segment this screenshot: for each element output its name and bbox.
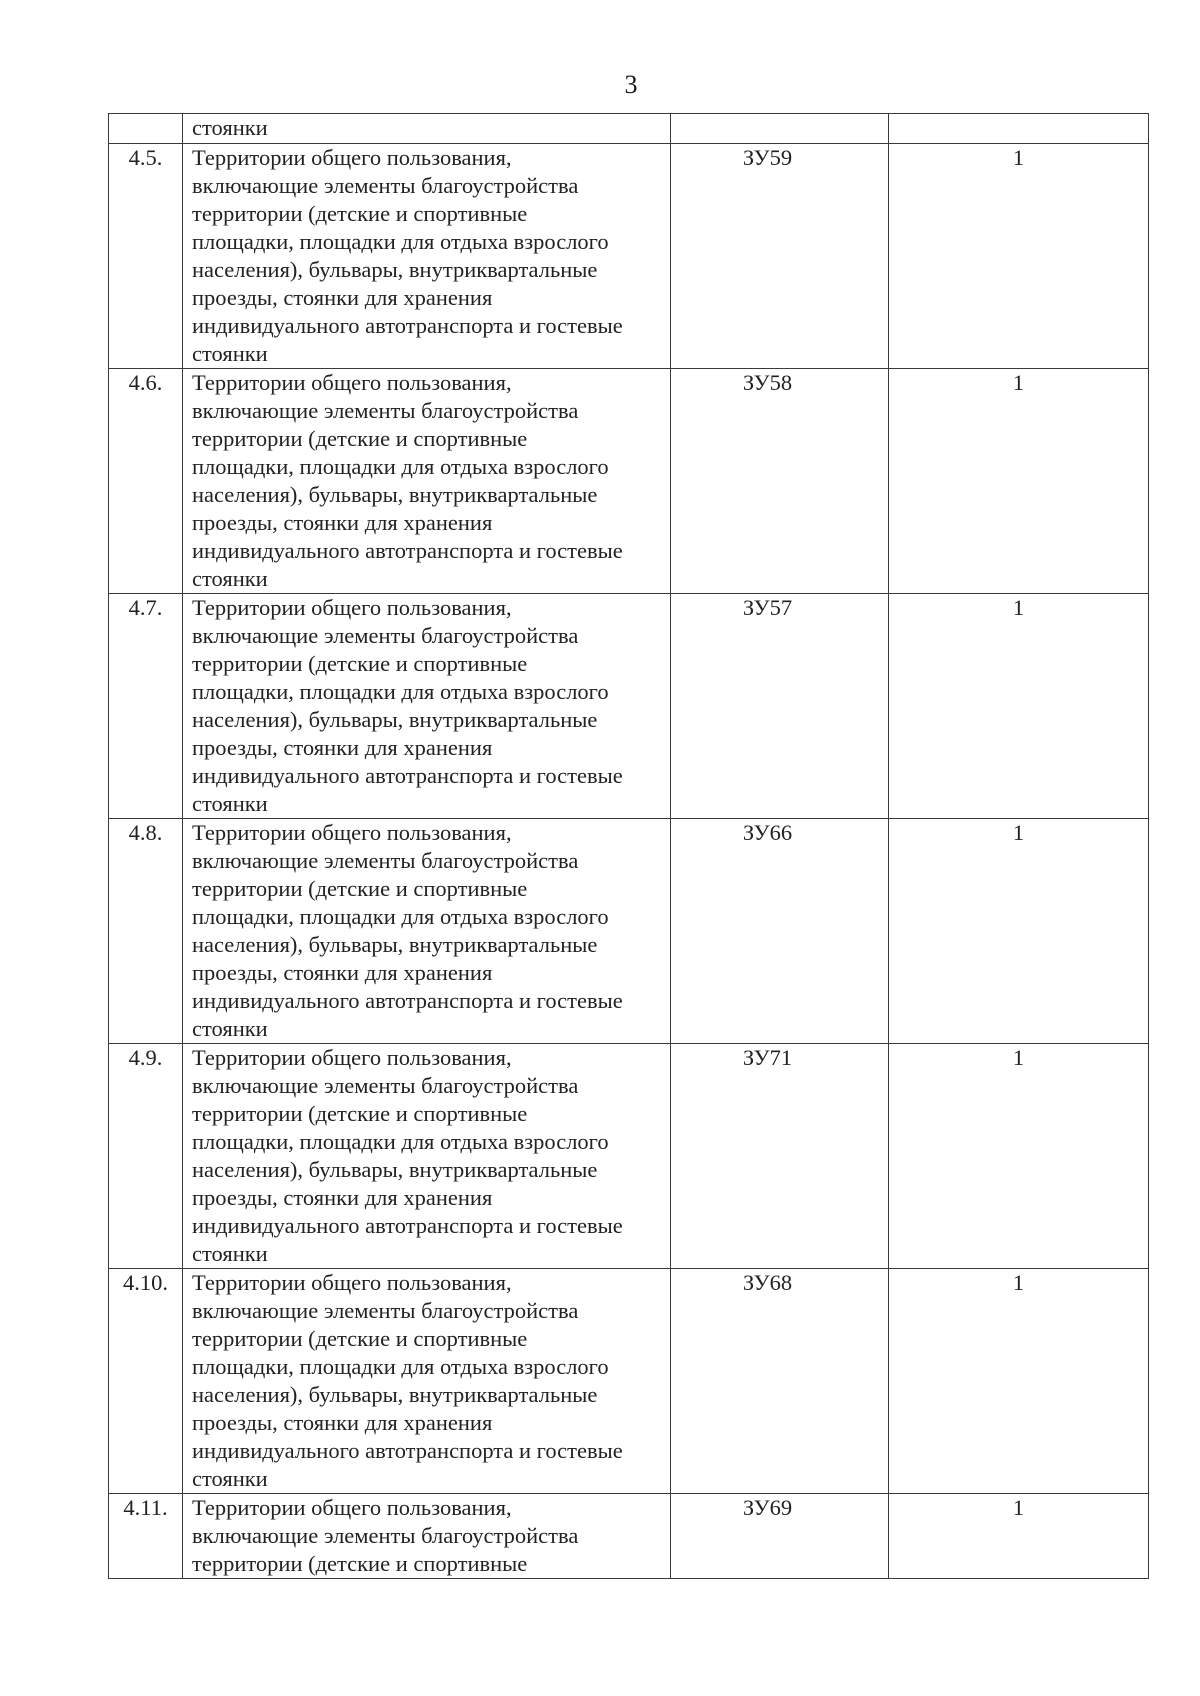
table-row: [109, 1044, 1149, 1269]
description-cell: Территории общего пользования, включающие элементы благоустройства территории (детские и спортивные: [183, 1494, 671, 1579]
quantity-cell: 1: [889, 369, 1149, 594]
row-number-cell: 4.7.: [109, 594, 183, 819]
plot-code-cell: [671, 114, 889, 144]
quantity-cell: 1: [889, 1269, 1149, 1494]
row-number-cell: 4.5.: [109, 144, 183, 369]
quantity-cell: 1: [889, 1494, 1149, 1579]
plot-code-cell: ЗУ59: [671, 144, 889, 369]
quantity-cell: 1: [889, 594, 1149, 819]
description-cell: Территории общего пользования, включающие элементы благоустройства территории (детские и спортивные площадки, площадки для отдыха взрослого населения), бульвары, внутриквартальные проезды, стоянки для хранения индивидуального автотранспорта и гостевые стоянки: [183, 369, 671, 594]
plot-code-cell: ЗУ58: [671, 369, 889, 594]
description-cell: Территории общего пользования, включающие элементы благоустройства территории (детские и спортивные площадки, площадки для отдыха взрослого населения), бульвары, внутриквартальные проезды, стоянки для хранения индивидуального автотранспорта и гостевые стоянки: [183, 144, 671, 369]
table-row: [109, 1269, 1149, 1494]
plot-code-cell: ЗУ57: [671, 594, 889, 819]
quantity-cell: 1: [889, 1044, 1149, 1269]
description-cell: стоянки: [183, 114, 671, 144]
table-row: [109, 819, 1149, 1044]
description-cell: Территории общего пользования, включающие элементы благоустройства территории (детские и спортивные площадки, площадки для отдыха взрослого населения), бульвары, внутриквартальные проезды, стоянки для хранения индивидуального автотранспорта и гостевые стоянки: [183, 819, 671, 1044]
description-cell: Территории общего пользования, включающие элементы благоустройства территории (детские и спортивные площадки, площадки для отдыха взрослого населения), бульвары, внутриквартальные проезды, стоянки для хранения индивидуального автотранспорта и гостевые стоянки: [183, 1269, 671, 1494]
plot-code-cell: ЗУ66: [671, 819, 889, 1044]
description-cell: Территории общего пользования, включающие элементы благоустройства территории (детские и спортивные площадки, площадки для отдыха взрослого населения), бульвары, внутриквартальные проезды, стоянки для хранения индивидуального автотранспорта и гостевые стоянки: [183, 594, 671, 819]
page-number: 3: [624, 70, 638, 99]
plot-code-cell: ЗУ71: [671, 1044, 889, 1269]
plot-code-cell: ЗУ69: [671, 1494, 889, 1579]
description-cell: Территории общего пользования, включающие элементы благоустройства территории (детские и спортивные площадки, площадки для отдыха взрослого населения), бульвары, внутриквартальные проезды, стоянки для хранения индивидуального автотранспорта и гостевые стоянки: [183, 1044, 671, 1269]
row-number-cell: 4.6.: [109, 369, 183, 594]
row-number-cell: 4.8.: [109, 819, 183, 1044]
quantity-cell: [889, 114, 1149, 144]
row-number-cell: [109, 114, 183, 144]
row-number-cell: 4.9.: [109, 1044, 183, 1269]
land-plots-table: [108, 113, 1149, 1579]
table-row: [109, 594, 1149, 819]
quantity-cell: 1: [889, 819, 1149, 1044]
table-row: [109, 144, 1149, 369]
plot-code-cell: ЗУ68: [671, 1269, 889, 1494]
table-row: [109, 114, 1149, 144]
row-number-cell: 4.11.: [109, 1494, 183, 1579]
quantity-cell: 1: [889, 144, 1149, 369]
table-row: [109, 369, 1149, 594]
row-number-cell: 4.10.: [109, 1269, 183, 1494]
table-row: [109, 1494, 1149, 1579]
